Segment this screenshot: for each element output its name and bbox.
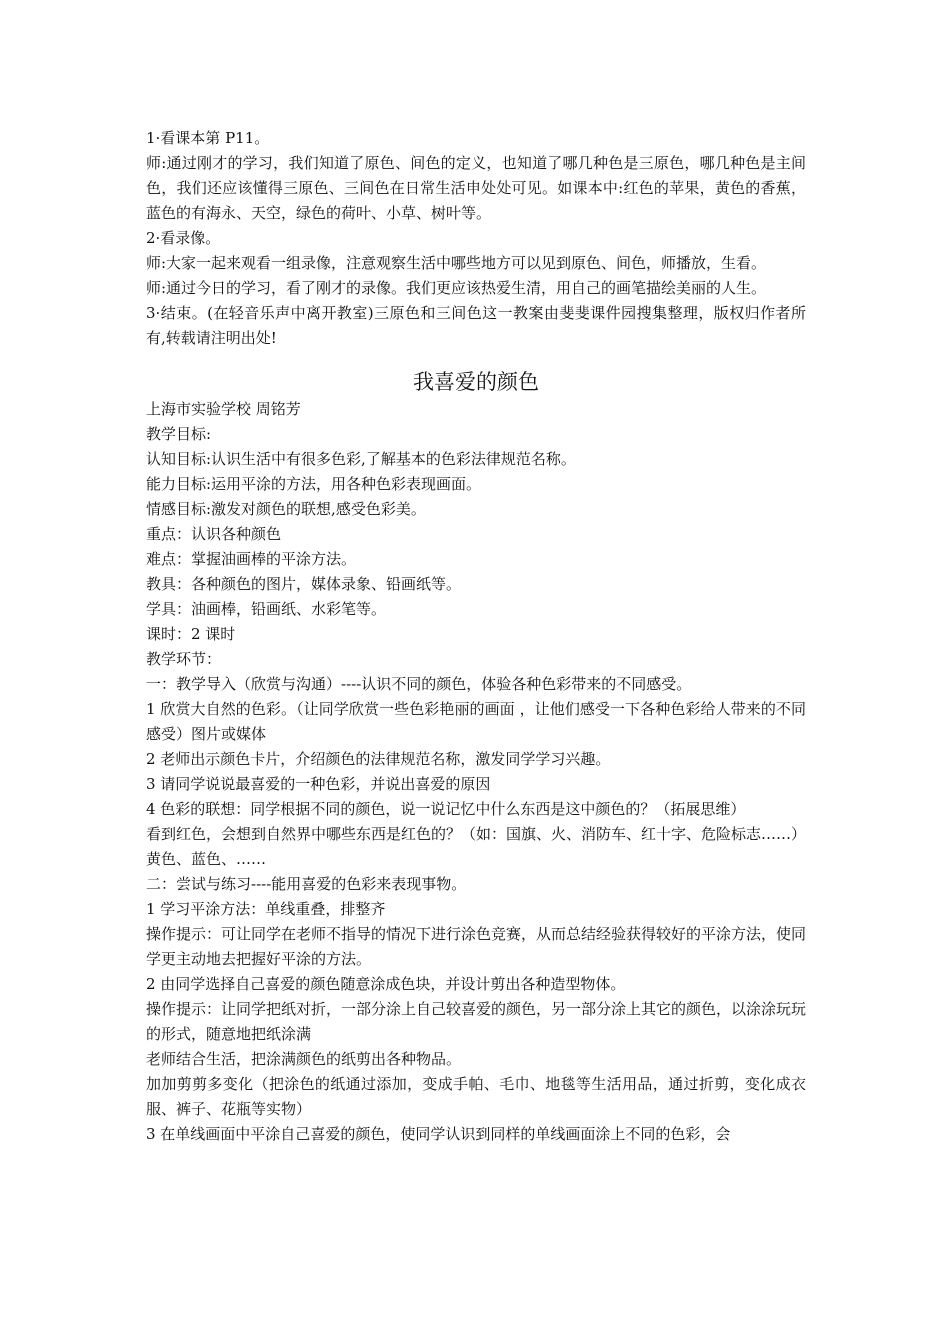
paragraph: 1·看课本第 P11。 — [146, 129, 270, 147]
paragraph: 1 欣赏大自然的色彩。（让同学欣赏一些色彩艳丽的画面 ，让他们感受一下各种色彩给人带来的不同感受）图片或媒体 — [146, 700, 806, 743]
document-title: 我喜爱的颜色 — [413, 370, 539, 394]
paragraph: 课时：2 课时 — [146, 625, 236, 643]
paragraph: 老师结合生活，把涂满颜色的纸剪出各种物品。 — [146, 1050, 462, 1068]
paragraph: 一：教学导入（欣赏与沟通）----认识不同的颜色，体验各种色彩带来的不同感受。 — [146, 675, 692, 693]
paragraph: 教学环节： — [146, 650, 222, 668]
paragraph: 3 请同学说说最喜爱的一种色彩，并说出喜爱的原因 — [146, 775, 491, 793]
paragraph: 3 在单线画面中平涂自己喜爱的颜色，使同学认识到同样的单线画面涂上不同的色彩，会 — [146, 1125, 731, 1143]
paragraph: 重点：认识各种颜色 — [146, 525, 282, 543]
paragraph: 能力目标:运用平涂的方法，用各种色彩表现画面。 — [146, 475, 482, 493]
paragraph: 2 由同学选择自己喜爱的颜色随意涂成色块，并设计剪出各种造型物体。 — [146, 975, 626, 993]
paragraph: 难点：掌握油画棒的平涂方法。 — [146, 550, 357, 568]
author-line: 上海市实验学校 周铭芳 — [146, 400, 301, 418]
paragraph: 3·结束。(在轻音乐声中离开教室)三原色和三间色这一教案由斐斐课件园搜集整理，版权归作者所有,转载请注明出处! — [146, 304, 806, 347]
paragraph: 操作提示：让同学把纸对折，一部分涂上自己较喜爱的颜色，另一部分涂上其它的颜色，以涂涂玩玩的形式，随意地把纸涂满 — [146, 1000, 807, 1043]
paragraph: 师:通过今日的学习，看了刚才的录像。我们更应该热爱生清，用自己的画笔描绘美丽的人生。 — [146, 279, 767, 297]
paragraph: 情感目标:激发对颜色的联想,感受色彩美。 — [146, 500, 426, 518]
document-body — [146, 126, 806, 1147]
paragraph: 教具：各种颜色的图片，媒体录象、铅画纸等。 — [146, 575, 462, 593]
paragraph: 师:通过刚才的学习，我们知道了原色、间色的定义，也知道了哪几种色是三原色，哪几种色是主间色，我们还应该懂得三原色、三间色在日常生活申处处可见。如课本中:红色的苹果，黄色的香蕉，蓝色的有海永、天空，绿色的荷叶、小草、树叶等。 — [146, 154, 806, 222]
paragraph: 4 色彩的联想：同学根据不同的颜色，说一说记忆中什么东西是这中颜色的？（拓展思维） — [146, 800, 746, 818]
paragraph: 学具：油画棒，铅画纸、水彩笔等。 — [146, 600, 387, 618]
paragraph: 认知目标:认识生活中有很多色彩,了解基本的色彩法律规范名称。 — [146, 450, 576, 468]
paragraph: 2·看录像。 — [146, 229, 221, 247]
paragraph: 加加剪剪多变化（把涂色的纸通过添加，变成手帕、毛巾、地毯等生活用品，通过折剪，变化成衣服、裤子、花瓶等实物） — [146, 1075, 806, 1118]
paragraph: 2 老师出示颜色卡片，介绍颜色的法律规范名称，激发同学学习兴趣。 — [146, 750, 611, 768]
paragraph: 教学目标: — [146, 425, 212, 443]
paragraph: 师:大家一起来观看一组录像，注意观察生活中哪些地方可以见到原色、间色，师播放，生看。 — [146, 254, 767, 272]
paragraph: 看到红色，会想到自然界中哪些东西是红色的？（如：国旗、火、消防车、红十字、危险标志……） 黄色、蓝色、…… — [146, 825, 807, 868]
paragraph: 1 学习平涂方法：单线重叠，排整齐 — [146, 900, 386, 918]
paragraph: 二：尝试与练习----能用喜爱的色彩来表现事物。 — [146, 875, 467, 893]
paragraph: 操作提示：可让同学在老师不指导的情况下进行涂色竞赛，从而总结经验获得较好的平涂方法，使同学更主动地去把握好平涂的方法。 — [146, 925, 807, 968]
